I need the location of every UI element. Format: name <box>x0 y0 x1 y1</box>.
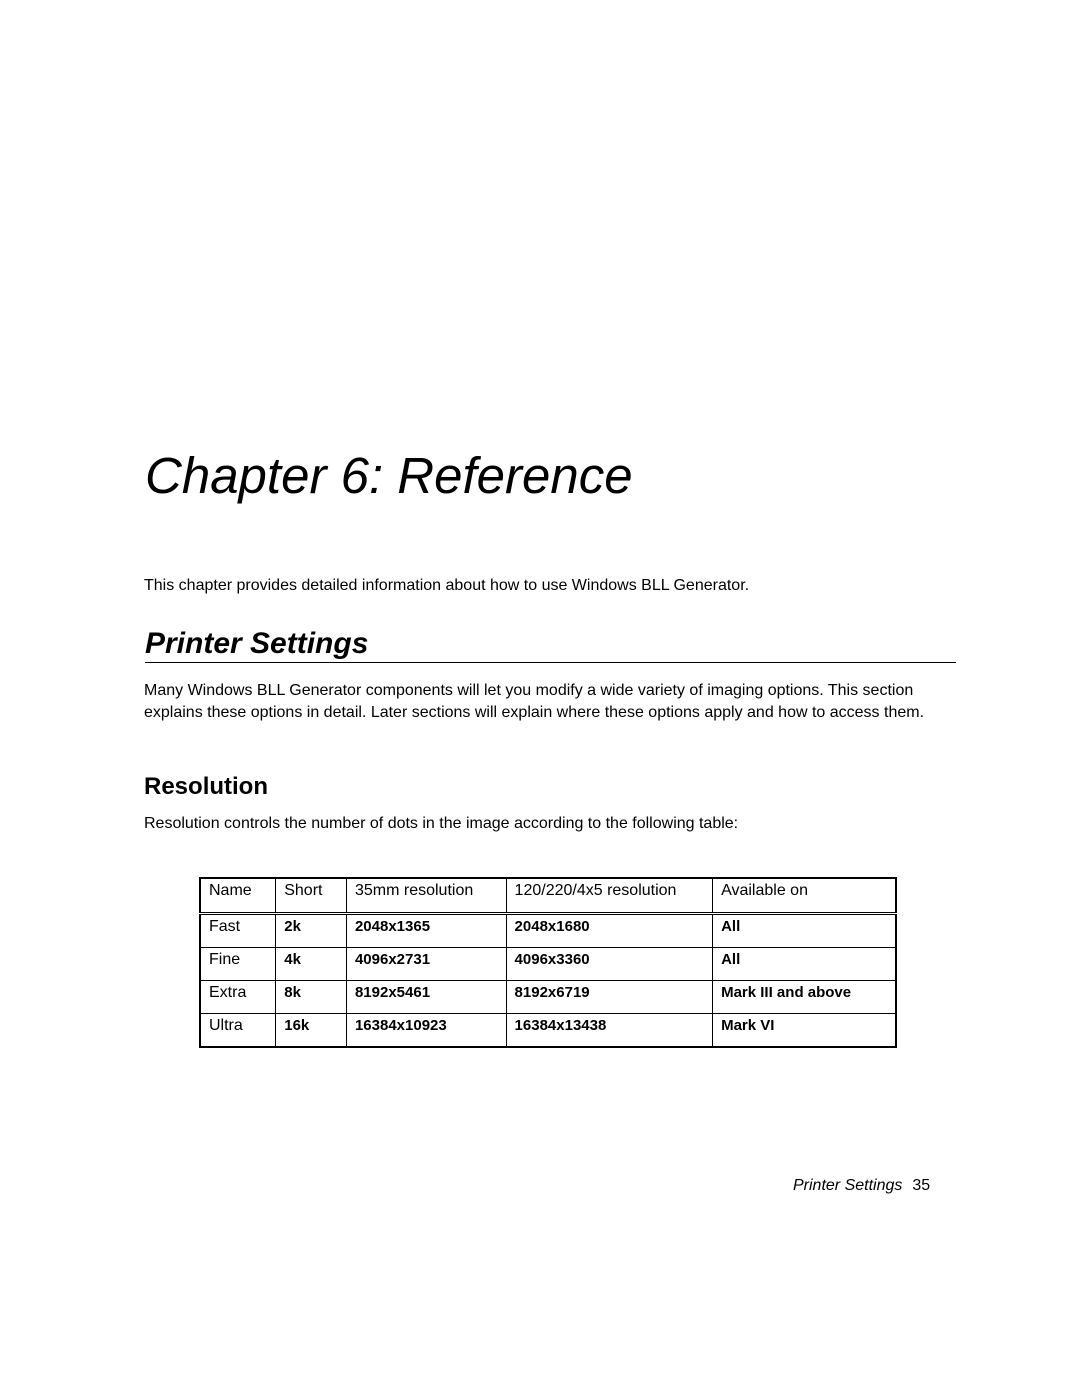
section-paragraph: Many Windows BLL Generator components will let you modify a wide variety of imaging options. This section explains these options in detail. Later sections will explain where these options apply and how to access them. <box>144 682 925 721</box>
footer-title: Printer Settings <box>793 1177 903 1194</box>
footer-page-number: 35 <box>912 1177 931 1194</box>
subsection-paragraph: Resolution controls the number of dots in the image according to the following table: <box>144 815 739 832</box>
chapter-intro: This chapter provides detailed information about how to use Windows BLL Generator. <box>144 577 750 594</box>
cell-name: Fast <box>200 914 276 948</box>
header-name: Name <box>200 878 276 914</box>
cell-short: 4k <box>276 948 347 981</box>
chapter-title: Chapter 6: Reference <box>145 447 633 504</box>
subsection-title: Resolution <box>144 773 268 800</box>
cell-120-resolution: 16384x13438 <box>506 1014 713 1048</box>
table-row <box>200 1014 896 1048</box>
cell-available-on: All <box>713 948 896 981</box>
cell-short: 16k <box>276 1014 347 1048</box>
cell-120-resolution: 8192x6719 <box>506 981 713 1014</box>
cell-120-resolution: 2048x1680 <box>506 914 713 948</box>
cell-35mm-resolution: 8192x5461 <box>346 981 506 1014</box>
cell-35mm-resolution: 2048x1365 <box>346 914 506 948</box>
section-title: Printer Settings <box>145 627 956 663</box>
page-footer <box>793 1177 930 1195</box>
header-short: Short <box>276 878 347 914</box>
resolution-table <box>199 877 897 1048</box>
cell-short: 2k <box>276 914 347 948</box>
cell-available-on: All <box>713 914 896 948</box>
header-available-on: Available on <box>713 878 896 914</box>
cell-name: Fine <box>200 948 276 981</box>
table-row <box>200 981 896 1014</box>
header-120-resolution: 120/220/4x5 resolution <box>506 878 713 914</box>
cell-available-on: Mark III and above <box>713 981 896 1014</box>
cell-short: 8k <box>276 981 347 1014</box>
cell-35mm-resolution: 4096x2731 <box>346 948 506 981</box>
table-row <box>200 948 896 981</box>
table-header-row <box>200 878 896 914</box>
cell-120-resolution: 4096x3360 <box>506 948 713 981</box>
header-35mm-resolution: 35mm resolution <box>346 878 506 914</box>
cell-name: Ultra <box>200 1014 276 1048</box>
cell-name: Extra <box>200 981 276 1014</box>
cell-35mm-resolution: 16384x10923 <box>346 1014 506 1048</box>
cell-available-on: Mark VI <box>713 1014 896 1048</box>
table-row <box>200 914 896 948</box>
